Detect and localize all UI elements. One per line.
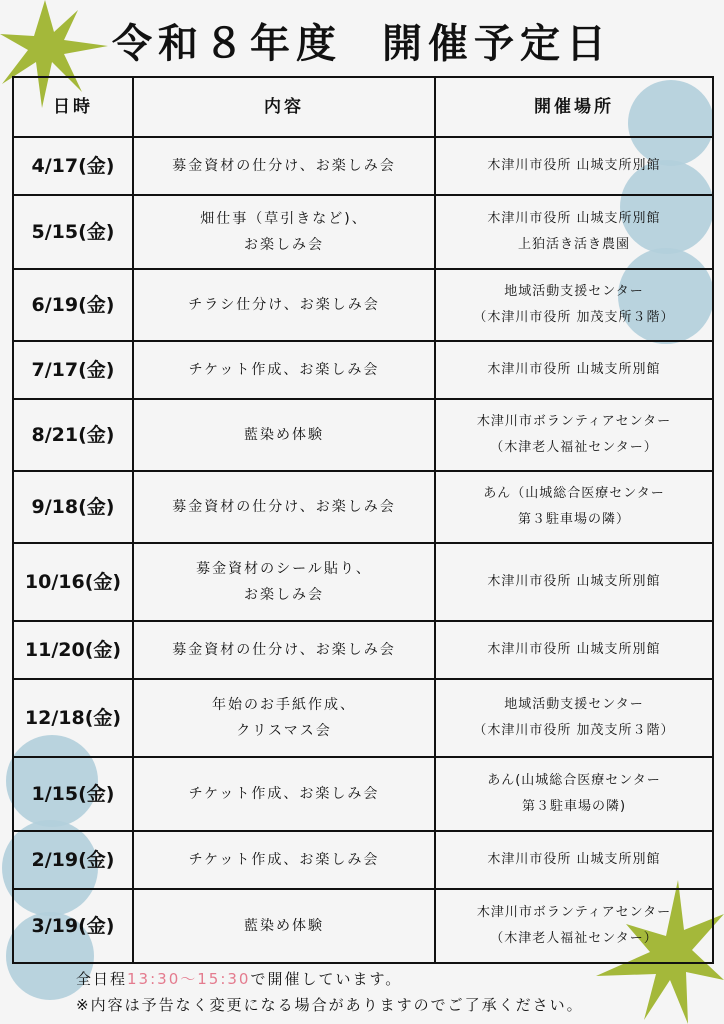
- cell-content: [133, 137, 435, 195]
- content-line: 募金資材の仕分け、お楽しみ会: [172, 158, 396, 174]
- table-row: [13, 471, 713, 543]
- header-content: 内容: [133, 77, 435, 137]
- cell-date: 10/16(金): [13, 543, 133, 621]
- content-line: 畑仕事（草引きなど)、: [200, 211, 368, 227]
- content-line: 藍染め体験: [244, 427, 324, 443]
- table-row: [13, 341, 713, 399]
- footer-notes: [76, 966, 584, 1018]
- venue-line: 地域活動支援センター: [504, 697, 644, 712]
- venue-line: 上狛活き活き農園: [517, 237, 630, 252]
- table-row: [13, 679, 713, 757]
- venue-line: 木津川市役所 山城支所別館: [487, 642, 661, 657]
- venue-line: （木津川市役所 加茂支所３階）: [473, 723, 675, 738]
- cell-content: [133, 269, 435, 341]
- table-row: [13, 399, 713, 471]
- venue-line: （木津老人福祉センター）: [490, 440, 658, 455]
- content-line: お楽しみ会: [244, 587, 324, 603]
- cell-venue: [435, 543, 713, 621]
- footer-schedule-note: 全日程13:30～15:30で開催しています。: [76, 970, 403, 988]
- content-line: チケット作成、お楽しみ会: [188, 362, 380, 378]
- footer-time: 13:30～15:30: [127, 970, 251, 988]
- cell-venue: [435, 679, 713, 757]
- table-row: [13, 889, 713, 963]
- cell-date: 12/18(金): [13, 679, 133, 757]
- cell-content: [133, 543, 435, 621]
- venue-line: 木津川市ボランティアセンター: [476, 414, 672, 429]
- title-year: 令和８年度: [112, 21, 342, 67]
- content-line: 募金資材のシール貼り、: [196, 561, 372, 577]
- venue-line: 木津川市役所 山城支所別館: [487, 158, 661, 173]
- cell-content: [133, 679, 435, 757]
- venue-line: 木津川市ボランティアセンター: [476, 905, 672, 920]
- venue-line: 地域活動支援センター: [504, 284, 644, 299]
- content-line: 年始のお手紙作成、: [212, 697, 356, 713]
- table-row: [13, 621, 713, 679]
- table-header-row: [13, 77, 713, 137]
- cell-date: 3/19(金): [13, 889, 133, 963]
- venue-line: 第３駐車場の隣): [521, 799, 627, 814]
- venue-line: 木津川市役所 山城支所別館: [487, 362, 661, 377]
- table-row: [13, 195, 713, 269]
- cell-date: 9/18(金): [13, 471, 133, 543]
- cell-date: 7/17(金): [13, 341, 133, 399]
- venue-line: あん（山城総合医療センター: [483, 486, 665, 501]
- venue-line: （木津老人福祉センター）: [490, 931, 658, 946]
- table-row: [13, 543, 713, 621]
- cell-content: [133, 471, 435, 543]
- table-row: [13, 831, 713, 889]
- header-date: 日時: [13, 77, 133, 137]
- venue-line: （木津川市役所 加茂支所３階）: [473, 310, 675, 325]
- content-line: チケット作成、お楽しみ会: [188, 852, 380, 868]
- cell-date: 4/17(金): [13, 137, 133, 195]
- cell-venue: [435, 195, 713, 269]
- cell-venue: [435, 269, 713, 341]
- cell-venue: [435, 621, 713, 679]
- content-line: 藍染め体験: [244, 918, 324, 934]
- cell-content: [133, 195, 435, 269]
- footer-disclaimer: ※内容は予告なく変更になる場合がありますのでご了承ください。: [76, 996, 584, 1014]
- cell-content: [133, 757, 435, 831]
- table-row: [13, 757, 713, 831]
- cell-content: [133, 621, 435, 679]
- title-subject: 開催予定日: [382, 21, 612, 67]
- cell-content: [133, 889, 435, 963]
- venue-line: 木津川市役所 山城支所別館: [487, 852, 661, 867]
- cell-venue: [435, 757, 713, 831]
- cell-venue: [435, 831, 713, 889]
- venue-line: あん(山城総合医療センター: [487, 773, 661, 788]
- venue-line: 第３駐車場の隣）: [517, 512, 630, 527]
- page-title: [0, 14, 724, 74]
- content-line: チラシ仕分け、お楽しみ会: [188, 297, 380, 313]
- content-line: 募金資材の仕分け、お楽しみ会: [172, 499, 396, 515]
- venue-line: 木津川市役所 山城支所別館: [487, 211, 661, 226]
- cell-venue: [435, 341, 713, 399]
- cell-date: 1/15(金): [13, 757, 133, 831]
- cell-date: 6/19(金): [13, 269, 133, 341]
- cell-date: 5/15(金): [13, 195, 133, 269]
- cell-content: [133, 341, 435, 399]
- cell-venue: [435, 471, 713, 543]
- table-row: [13, 269, 713, 341]
- content-line: お楽しみ会: [244, 237, 324, 253]
- table-row: [13, 137, 713, 195]
- cell-date: 8/21(金): [13, 399, 133, 471]
- cell-content: [133, 831, 435, 889]
- cell-date: 2/19(金): [13, 831, 133, 889]
- cell-date: 11/20(金): [13, 621, 133, 679]
- schedule-table: [12, 76, 714, 964]
- cell-venue: [435, 889, 713, 963]
- cell-venue: [435, 399, 713, 471]
- cell-content: [133, 399, 435, 471]
- content-line: チケット作成、お楽しみ会: [188, 786, 380, 802]
- content-line: クリスマス会: [236, 723, 332, 739]
- venue-line: 木津川市役所 山城支所別館: [487, 574, 661, 589]
- content-line: 募金資材の仕分け、お楽しみ会: [172, 642, 396, 658]
- cell-venue: [435, 137, 713, 195]
- header-venue: 開催場所: [435, 77, 713, 137]
